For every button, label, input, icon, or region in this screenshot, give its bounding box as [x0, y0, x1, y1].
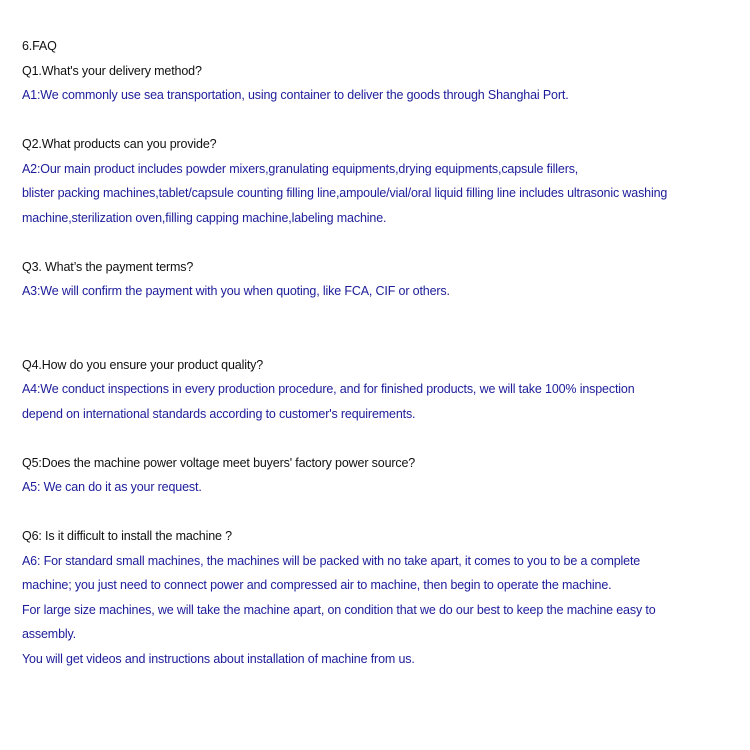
answer-3-line-1: A3:We will confirm the payment with you when quoting, like FCA, CIF or others. [22, 284, 450, 298]
spacer [22, 500, 734, 525]
spacer [22, 108, 734, 133]
answer-2-line-3: machine,sterilization oven,filling capping machine,labeling machine. [22, 210, 387, 225]
faq-section [22, 34, 734, 671]
question-2: Q2.What products can you provide? [22, 137, 217, 151]
question-3: Q3. What’s the payment terms? [22, 259, 194, 274]
answer-4-line-2: depend on international standards according to customer's requirements. [22, 406, 416, 421]
spacer [22, 230, 734, 255]
answer-6-line-5: You will get videos and instructions about installation of machine from us. [22, 651, 415, 666]
answer-6-line-4: assembly. [22, 627, 76, 641]
answer-2-line-2: blister packing machines,tablet/capsule counting filling line,ampoule/vial/oral liquid filling line includes ultrasonic washing [22, 186, 668, 200]
answer-2-line-1: A2:Our main product includes powder mixers,granulating equipments,drying equipments,capsule fillers, [22, 161, 579, 176]
answer-4-line-1: A4:We conduct inspections in every production procedure, and for finished products, we will take 100% inspection [22, 382, 635, 396]
answer-1-line-1: A1:We commonly use sea transportation, using container to deliver the goods through Shanghai Port. [22, 88, 569, 102]
question-5: Q5:Does the machine power voltage meet buyers' factory power source? [22, 455, 416, 470]
question-6: Q6: Is it difficult to install the machine ? [22, 529, 232, 543]
answer-5-line-1: A5: We can do it as your request. [22, 480, 202, 494]
question-4: Q4.How do you ensure your product quality? [22, 357, 264, 372]
spacer [22, 304, 734, 353]
spacer [22, 426, 734, 451]
answer-6-line-1: A6: For standard small machines, the machines will be packed with no take apart, it comes to you to be a complete [22, 553, 641, 568]
answer-6-line-2: machine; you just need to connect power and compressed air to machine, then begin to operate the machine. [22, 578, 612, 592]
faq-heading: 6.FAQ [22, 39, 57, 53]
answer-6-line-3: For large size machines, we will take the machine apart, on condition that we do our best to keep the machine easy to [22, 602, 656, 617]
question-1: Q1.What's your delivery method? [22, 63, 202, 78]
